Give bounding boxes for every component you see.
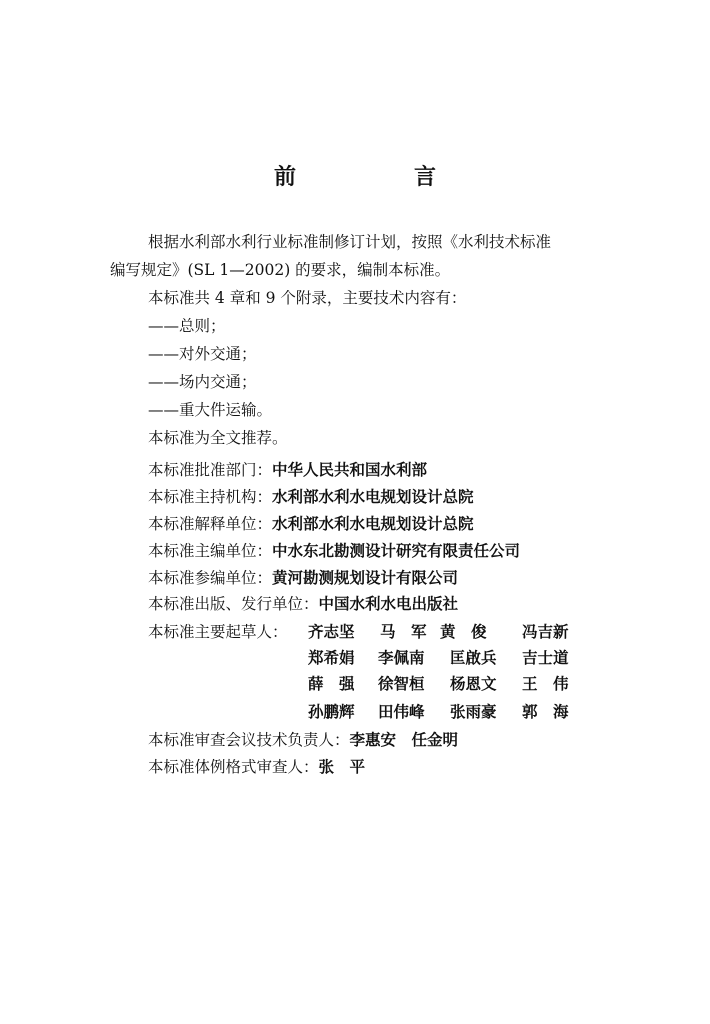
approval-dept-value: 中华人民共和国水利部 <box>272 461 428 479</box>
contents-item-external-traffic: ——对外交通； <box>148 345 257 363</box>
drafter-name: 冯吉新 <box>522 623 569 641</box>
intro-line-1: 根据水利部水利行业标准制修订计划，按照《水利技术标准 <box>148 233 552 251</box>
drafter-name: 马 军 <box>380 623 427 641</box>
review-leader-label: 本标准审查会议技术负责人： <box>148 731 350 749</box>
drafter-name: 田伟峰 <box>378 703 425 721</box>
host-org-label: 本标准主持机构： <box>148 488 273 506</box>
page-title: 前 言 <box>273 165 484 190</box>
chief-editor-org-label: 本标准主编单位： <box>148 542 273 560</box>
drafter-name: 郑希娟 <box>308 649 355 667</box>
format-reviewer-label: 本标准体例格式审查人： <box>148 758 319 776</box>
drafter-name: 齐志坚 <box>308 623 355 641</box>
drafter-name: 郭 海 <box>522 703 569 721</box>
co-editor-org-value: 黄河勘测规划设计有限公司 <box>272 569 459 587</box>
drafter-name: 王 伟 <box>522 675 569 693</box>
format-reviewer-row <box>148 757 365 777</box>
contents-item-general: ——总则； <box>148 317 226 335</box>
drafter-name: 杨恩文 <box>450 675 497 693</box>
contents-item-internal-traffic: ——场内交通； <box>148 373 257 391</box>
drafter-name: 李佩南 <box>378 649 425 667</box>
drafter-name: 孙鹏辉 <box>308 703 355 721</box>
chief-editor-org-value: 中水东北勘测设计研究有限责任公司 <box>272 542 521 560</box>
publisher-value: 中国水利水电出版社 <box>318 595 459 613</box>
review-leader-row <box>148 730 458 750</box>
intro-line-2: 编写规定》(SL 1—2002) 的要求，编制本标准。 <box>110 261 451 279</box>
contents-summary: 本标准共 4 章和 9 个附录，主要技术内容有： <box>148 289 467 307</box>
interpret-org-value: 水利部水利水电规划设计总院 <box>272 515 474 533</box>
drafter-name: 匡啟兵 <box>450 649 497 667</box>
publisher-label: 本标准出版、发行单位： <box>148 595 319 613</box>
interpret-org-label: 本标准解释单位： <box>148 515 273 533</box>
drafter-name: 张雨豪 <box>450 703 497 721</box>
co-editor-org-row <box>148 568 458 588</box>
chief-editor-org-row <box>148 541 520 561</box>
co-editor-org-label: 本标准参编单位： <box>148 569 273 587</box>
approval-dept-row <box>148 460 427 480</box>
approval-dept-label: 本标准批准部门： <box>148 461 273 479</box>
recommendation-note: 本标准为全文推荐。 <box>148 429 288 447</box>
host-org-value: 水利部水利水电规划设计总院 <box>272 488 474 506</box>
drafter-name: 黄 俊 <box>440 623 487 641</box>
publisher-row <box>148 594 458 614</box>
interpret-org-row <box>148 514 474 534</box>
review-leader-value: 李惠安 任金明 <box>349 731 459 749</box>
host-org-row <box>148 487 474 507</box>
drafter-name: 徐智桓 <box>378 675 425 693</box>
drafter-name: 薛 强 <box>308 675 355 693</box>
contents-item-heavy-transport: ——重大件运输。 <box>148 401 273 419</box>
format-reviewer-value: 张 平 <box>318 758 366 776</box>
drafters-label: 本标准主要起草人： <box>148 623 288 641</box>
drafter-name: 吉士道 <box>522 649 569 667</box>
